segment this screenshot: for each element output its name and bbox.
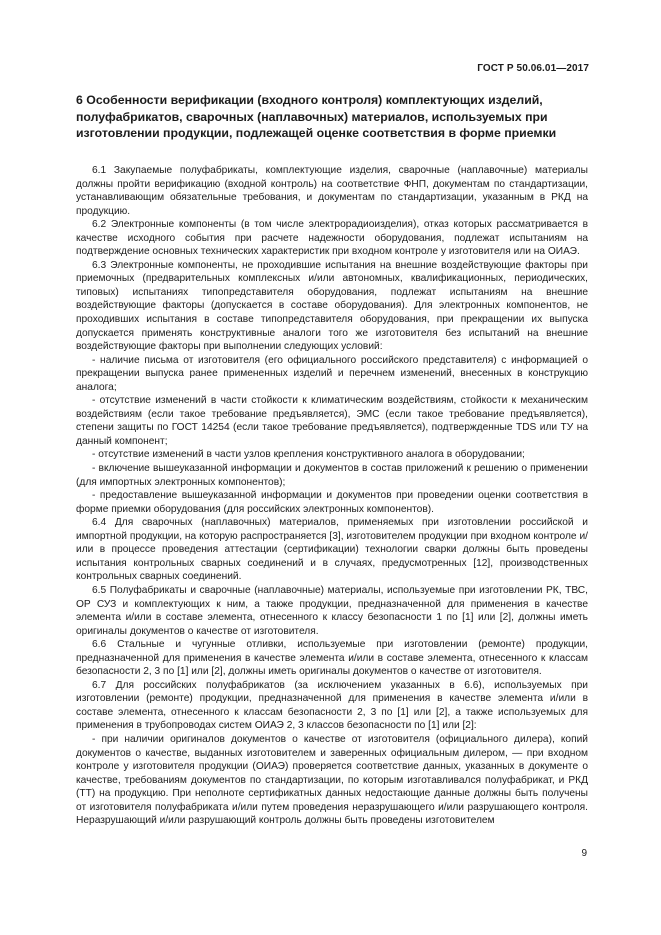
paragraph-6-4: 6.4 Для сварочных (наплавочных) материалов, применяемых при изготовлении российской и импортной продукции, на которую распространяется [3], изготовителем продукции при входном контроле и/или в процессе проведения аттестации (сертификации) технологии сварки должны быть проведены испытания контрольных сварных соединений и в случаях, предусмотренных [12], производственных контрольных сварных соединений. xyxy=(76,517,588,583)
list-item: - включение вышеуказанной информации и документов в состав приложений к решению о применении (для импортных электронных компонентов); xyxy=(76,463,588,488)
paragraph-6-1: 6.1 Закупаемые полуфабрикаты, комплектующие изделия, сварочные (наплавочные) материалы должны пройти верификацию (входной контроль) на соответствие ФНП, документам по стандартизации, устанавливающим обязательные требования, и документам по стандартизации, указанным в РКД на продукцию. xyxy=(76,165,588,217)
paragraph-6-3: 6.3 Электронные компоненты, не проходившие испытания на внешние воздействующие факторы при приемочных (предварительных комплексных и/или автономных, квалификационных, периодических, типовых) испытаниях типопредставителя оборудования, подлежат испытаниям на внешние воздействующие факторы (допускается в составе оборудования). Для электронных компонентов, не проходивших испытания в составе типопредставителя оборудования, при прекращении их выпуска допускается применять конструктивные аналоги того же изготовителя без испытаний на внешние воздействующие факторы при выполнении следующих условий: xyxy=(76,259,588,353)
paragraph-6-2: 6.2 Электронные компоненты (в том числе электрорадиоизделия), отказ которых рассматривается в качестве исходного события при расчете надежности оборудования, подлежат испытаниям на подтверждение основных технических характеристик при входном контроле у изготовителя или на ОИАЭ. xyxy=(76,219,588,258)
page-number: 9 xyxy=(581,848,587,859)
list-item: - отсутствие изменений в части узлов крепления конструктивного аналога в оборудовании; xyxy=(92,449,525,461)
section-title: 6 Особенности верификации (входного контроля) комплектующих изделий, полуфабрикатов, сварочных (наплавочных) материалов, используемых при изготовлении продукции, подлежащей оценке соответствия в форме приемки xyxy=(76,93,557,140)
document-code-header: ГОСТ Р 50.06.01—2017 xyxy=(477,63,589,74)
list-item: - при наличии оригиналов документов о качестве от изготовителя (официального дилера), копий документов о качестве, выданных изготовителем и заверенных официальным дилером, — при входном контроле у изготовителя продукции (ОИАЭ) проверяется соответствие данных, указанных в документе о качестве, требованиям документов по стандартизации, по которым изготавливался полуфабрикат, и РКД (ТТ) на продукцию. При неполноте сертификатных данных недостающие данные должны быть получены от изготовителя полуфабриката и/или путем проведения неразрушающего и/или разрушающего контроля. Неразрушающий и/или разрушающий контроль должны быть проведены изготовителем xyxy=(76,733,588,827)
paragraph-6-7: 6.7 Для российских полуфабрикатов (за исключением указанных в 6.6), используемых при изготовлении (ремонте) продукции, предназначенной для применения в качестве элемента и/или в составе элемента, отнесенного к классам безопасности 2, 3 по [1] или [2], а также используемых для применения в трубопроводах систем ОИАЭ 2, 3 классов безопасности по [1] или [2]: xyxy=(76,679,588,732)
paragraph-6-5: 6.5 Полуфабрикаты и сварочные (наплавочные) материалы, используемые при изготовлении РК, ТВС, ОР СУЗ и комплектующих к ним, а также продукции, предназначенной для применения в качестве элемента и/или в составе элемента, отнесенного к классу безопасности 1 по [1] или [2], должны иметь оригиналы документов о качестве от изготовителя. xyxy=(76,584,588,637)
list-item: - предоставление вышеуказанной информации и документов при проведении оценки соответствия в форме приемки оборудования (для российских электронных компонентов). xyxy=(76,490,588,515)
list-item: - отсутствие изменений в части стойкости к климатическим воздействиям, стойкости к механическим воздействиям (если такое требование предъявляется), ЭМС (если такое требование предъявляется), степени защиты по ГОСТ 14254 (если такое требование предъявляется), подтвержденные TDS или ТУ на данный компонент; xyxy=(76,395,588,447)
list-item: - наличие письма от изготовителя (его официального российского представителя) с информацией о прекращении выпуска ранее примененных изделий и перечнем изменений, внесенных в конструкцию аналога; xyxy=(76,354,588,393)
section-body xyxy=(76,164,588,828)
paragraph-6-6: 6.6 Стальные и чугунные отливки, используемые при изготовлении (ремонте) продукции, предназначенной для применения в качестве элемента и/или в составе элемента, отнесенного к классам безопасности 2, 3 по [1] или [2], должны иметь оригиналы документов о качестве от изготовителя. xyxy=(76,639,588,678)
